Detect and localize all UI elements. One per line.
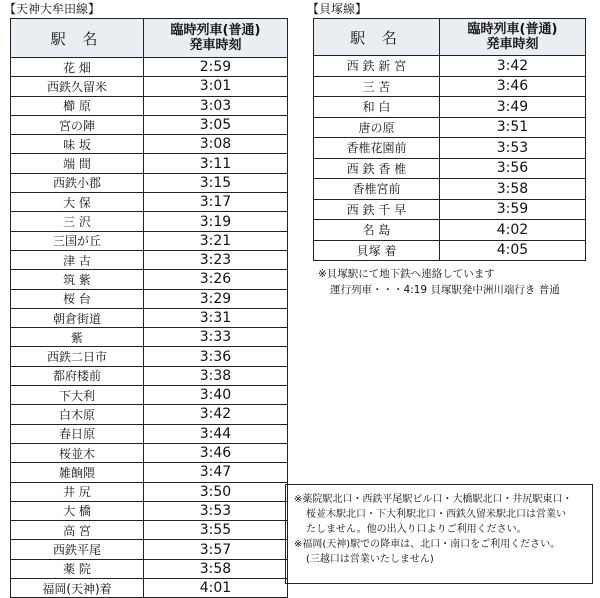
- departure-time-cell: 2:59: [144, 58, 288, 77]
- departure-time-cell: 3:15: [144, 173, 288, 192]
- table-row: [11, 289, 288, 308]
- table-row: [314, 97, 586, 118]
- departure-time-cell: 4:05: [440, 240, 586, 261]
- table-row: [11, 231, 288, 250]
- table-row: [314, 158, 586, 179]
- station-name-cell: 白木原: [11, 405, 144, 424]
- departure-time-cell: 3:47: [144, 463, 288, 482]
- departure-time-cell: 3:08: [144, 135, 288, 154]
- departure-time-cell: 3:19: [144, 212, 288, 231]
- station-name-cell: 雑餉隈: [11, 463, 144, 482]
- station-name-cell: 下大利: [11, 386, 144, 405]
- station-name-cell: 三 苫: [314, 76, 440, 97]
- table-row: [11, 328, 288, 347]
- table-row: [11, 366, 288, 385]
- table-row: [11, 308, 288, 327]
- time-header-line1: 臨時列車(普通): [170, 23, 261, 38]
- departure-time-cell: 3:33: [144, 328, 288, 347]
- departure-time-cell: 4:01: [144, 579, 288, 598]
- table-row: [11, 77, 288, 96]
- table-row: [11, 270, 288, 289]
- station-name-cell: 西 鉄 香 椎: [314, 158, 440, 179]
- table-row: [314, 179, 586, 200]
- station-name-cell: 花 畑: [11, 58, 144, 77]
- table-row: [314, 56, 586, 77]
- station-name-cell: 筑 紫: [11, 270, 144, 289]
- table-row: [11, 347, 288, 366]
- station-name-cell: 高 宮: [11, 521, 144, 540]
- station-name-cell: 桜並木: [11, 443, 144, 462]
- time-header-line2: 発車時刻: [189, 38, 242, 53]
- departure-time-cell: 3:59: [440, 199, 586, 220]
- table-row: [314, 199, 586, 220]
- departure-time-cell: 3:01: [144, 77, 288, 96]
- station-name-cell: 宮の陣: [11, 115, 144, 134]
- station-name-cell: 和 白: [314, 97, 440, 118]
- table-row: [11, 482, 288, 501]
- departure-time-cell: 3:51: [440, 117, 586, 138]
- station-header: 駅 名: [11, 19, 144, 58]
- station-name-cell: 西 鉄 新 宮: [314, 56, 440, 77]
- station-name-cell: 端 間: [11, 154, 144, 173]
- station-name-cell: 西 鉄 千 早: [314, 199, 440, 220]
- notice-line2: 桜並木駅北口・下大利駅北口・西鉄久留米駅北口は営業い: [306, 509, 566, 520]
- departure-time-cell: 3:21: [144, 231, 288, 250]
- kaizuka-note-line2: 運行列車・・・4:19 貝塚駅発中洲川端行き 普通: [330, 284, 560, 296]
- departure-time-cell: 3:56: [440, 158, 586, 179]
- table-row: [11, 250, 288, 269]
- table-row: [314, 117, 586, 138]
- departure-time-cell: 3:42: [144, 405, 288, 424]
- station-name-cell: 貝塚 着: [314, 240, 440, 261]
- table-row: [314, 220, 586, 241]
- kaizuka-note-line1: ※貝塚駅にて地下鉄へ連絡しています: [318, 268, 495, 280]
- departure-time-cell: 3:53: [144, 501, 288, 520]
- departure-time-cell: 3:11: [144, 154, 288, 173]
- station-name-cell: 津 古: [11, 250, 144, 269]
- departure-time-cell: 3:49: [440, 97, 586, 118]
- table-row: [11, 405, 288, 424]
- table-row: [314, 240, 586, 261]
- station-name-cell: 香椎花園前: [314, 138, 440, 159]
- station-name-cell: 唐の原: [314, 117, 440, 138]
- table-row: [11, 424, 288, 443]
- departure-time-cell: 3:50: [144, 482, 288, 501]
- table-row: [11, 115, 288, 134]
- departure-time-cell: 3:58: [440, 179, 586, 200]
- departure-time-cell: 3:46: [144, 443, 288, 462]
- left-section-title: 【天神大牟田線】: [4, 2, 101, 16]
- table-row: [314, 76, 586, 97]
- table-row: [11, 579, 288, 598]
- time-header: [440, 19, 586, 56]
- station-name-cell: 大 保: [11, 193, 144, 212]
- station-name-cell: 桜 台: [11, 289, 144, 308]
- time-header-line2: 発車時刻: [486, 37, 539, 52]
- departure-time-cell: 3:40: [144, 386, 288, 405]
- table-row: [314, 138, 586, 159]
- table-row: [11, 154, 288, 173]
- departure-time-cell: 3:57: [144, 540, 288, 559]
- departure-time-cell: 3:53: [440, 138, 586, 159]
- departure-time-cell: 3:17: [144, 193, 288, 212]
- notice-line5: (三越口は営業いたしません): [306, 554, 434, 565]
- station-name-cell: 西鉄久留米: [11, 77, 144, 96]
- station-name-cell: 大 橋: [11, 501, 144, 520]
- station-name-cell: 西鉄小郡: [11, 173, 144, 192]
- departure-time-cell: 3:26: [144, 270, 288, 289]
- table-header-row: [11, 19, 288, 58]
- right-section-title: 【貝塚線】: [307, 2, 368, 16]
- departure-time-cell: 3:38: [144, 366, 288, 385]
- station-name-cell: 名 島: [314, 220, 440, 241]
- station-name-cell: 春日原: [11, 424, 144, 443]
- kaizuka-line-table: [313, 18, 586, 261]
- table-header-row: [314, 19, 586, 56]
- notice-line1: ※薬院駅北口・西鉄平尾駅ビル口・大橋駅北口・井尻駅東口・: [294, 494, 573, 505]
- departure-time-cell: 3:42: [440, 56, 586, 77]
- station-name-cell: 味 坂: [11, 135, 144, 154]
- departure-time-cell: 3:58: [144, 559, 288, 578]
- departure-time-cell: 3:36: [144, 347, 288, 366]
- departure-time-cell: 3:31: [144, 308, 288, 327]
- station-name-cell: 櫛 原: [11, 96, 144, 115]
- departure-time-cell: 3:29: [144, 289, 288, 308]
- table-row: [11, 463, 288, 482]
- table-row: [11, 540, 288, 559]
- station-name-cell: 朝倉街道: [11, 308, 144, 327]
- table-row: [11, 559, 288, 578]
- departure-time-cell: 3:03: [144, 96, 288, 115]
- table-row: [11, 386, 288, 405]
- table-row: [11, 521, 288, 540]
- station-name-cell: 三 沢: [11, 212, 144, 231]
- table-row: [11, 501, 288, 520]
- table-row: [11, 96, 288, 115]
- time-header: [144, 19, 288, 58]
- station-name-cell: 香椎宮前: [314, 179, 440, 200]
- station-name-cell: 井 尻: [11, 482, 144, 501]
- notice-line3: たしません。他の出入り口よりご利用ください。: [306, 524, 527, 535]
- notice-line4: ※福岡(天神)駅での降車は、北口・南口をご利用ください。: [294, 539, 561, 550]
- departure-time-cell: 3:55: [144, 521, 288, 540]
- table-row: [11, 58, 288, 77]
- table-row: [11, 212, 288, 231]
- table-row: [11, 173, 288, 192]
- tenjin-omuta-line-table: [10, 18, 288, 598]
- departure-time-cell: 3:05: [144, 115, 288, 134]
- departure-time-cell: 3:44: [144, 424, 288, 443]
- station-name-cell: 薬 院: [11, 559, 144, 578]
- departure-time-cell: 3:46: [440, 76, 586, 97]
- station-header: 駅 名: [314, 19, 440, 56]
- exit-notice-box: [285, 484, 593, 584]
- station-name-cell: 都府楼前: [11, 366, 144, 385]
- table-row: [11, 135, 288, 154]
- station-name-cell: 三国が丘: [11, 231, 144, 250]
- station-name-cell: 西鉄平尾: [11, 540, 144, 559]
- departure-time-cell: 3:23: [144, 250, 288, 269]
- station-name-cell: 福岡(天神)着: [11, 579, 144, 598]
- departure-time-cell: 4:02: [440, 220, 586, 241]
- station-name-cell: 西鉄二日市: [11, 347, 144, 366]
- station-name-cell: 紫: [11, 328, 144, 347]
- table-row: [11, 193, 288, 212]
- table-row: [11, 443, 288, 462]
- time-header-line1: 臨時列車(普通): [467, 22, 558, 37]
